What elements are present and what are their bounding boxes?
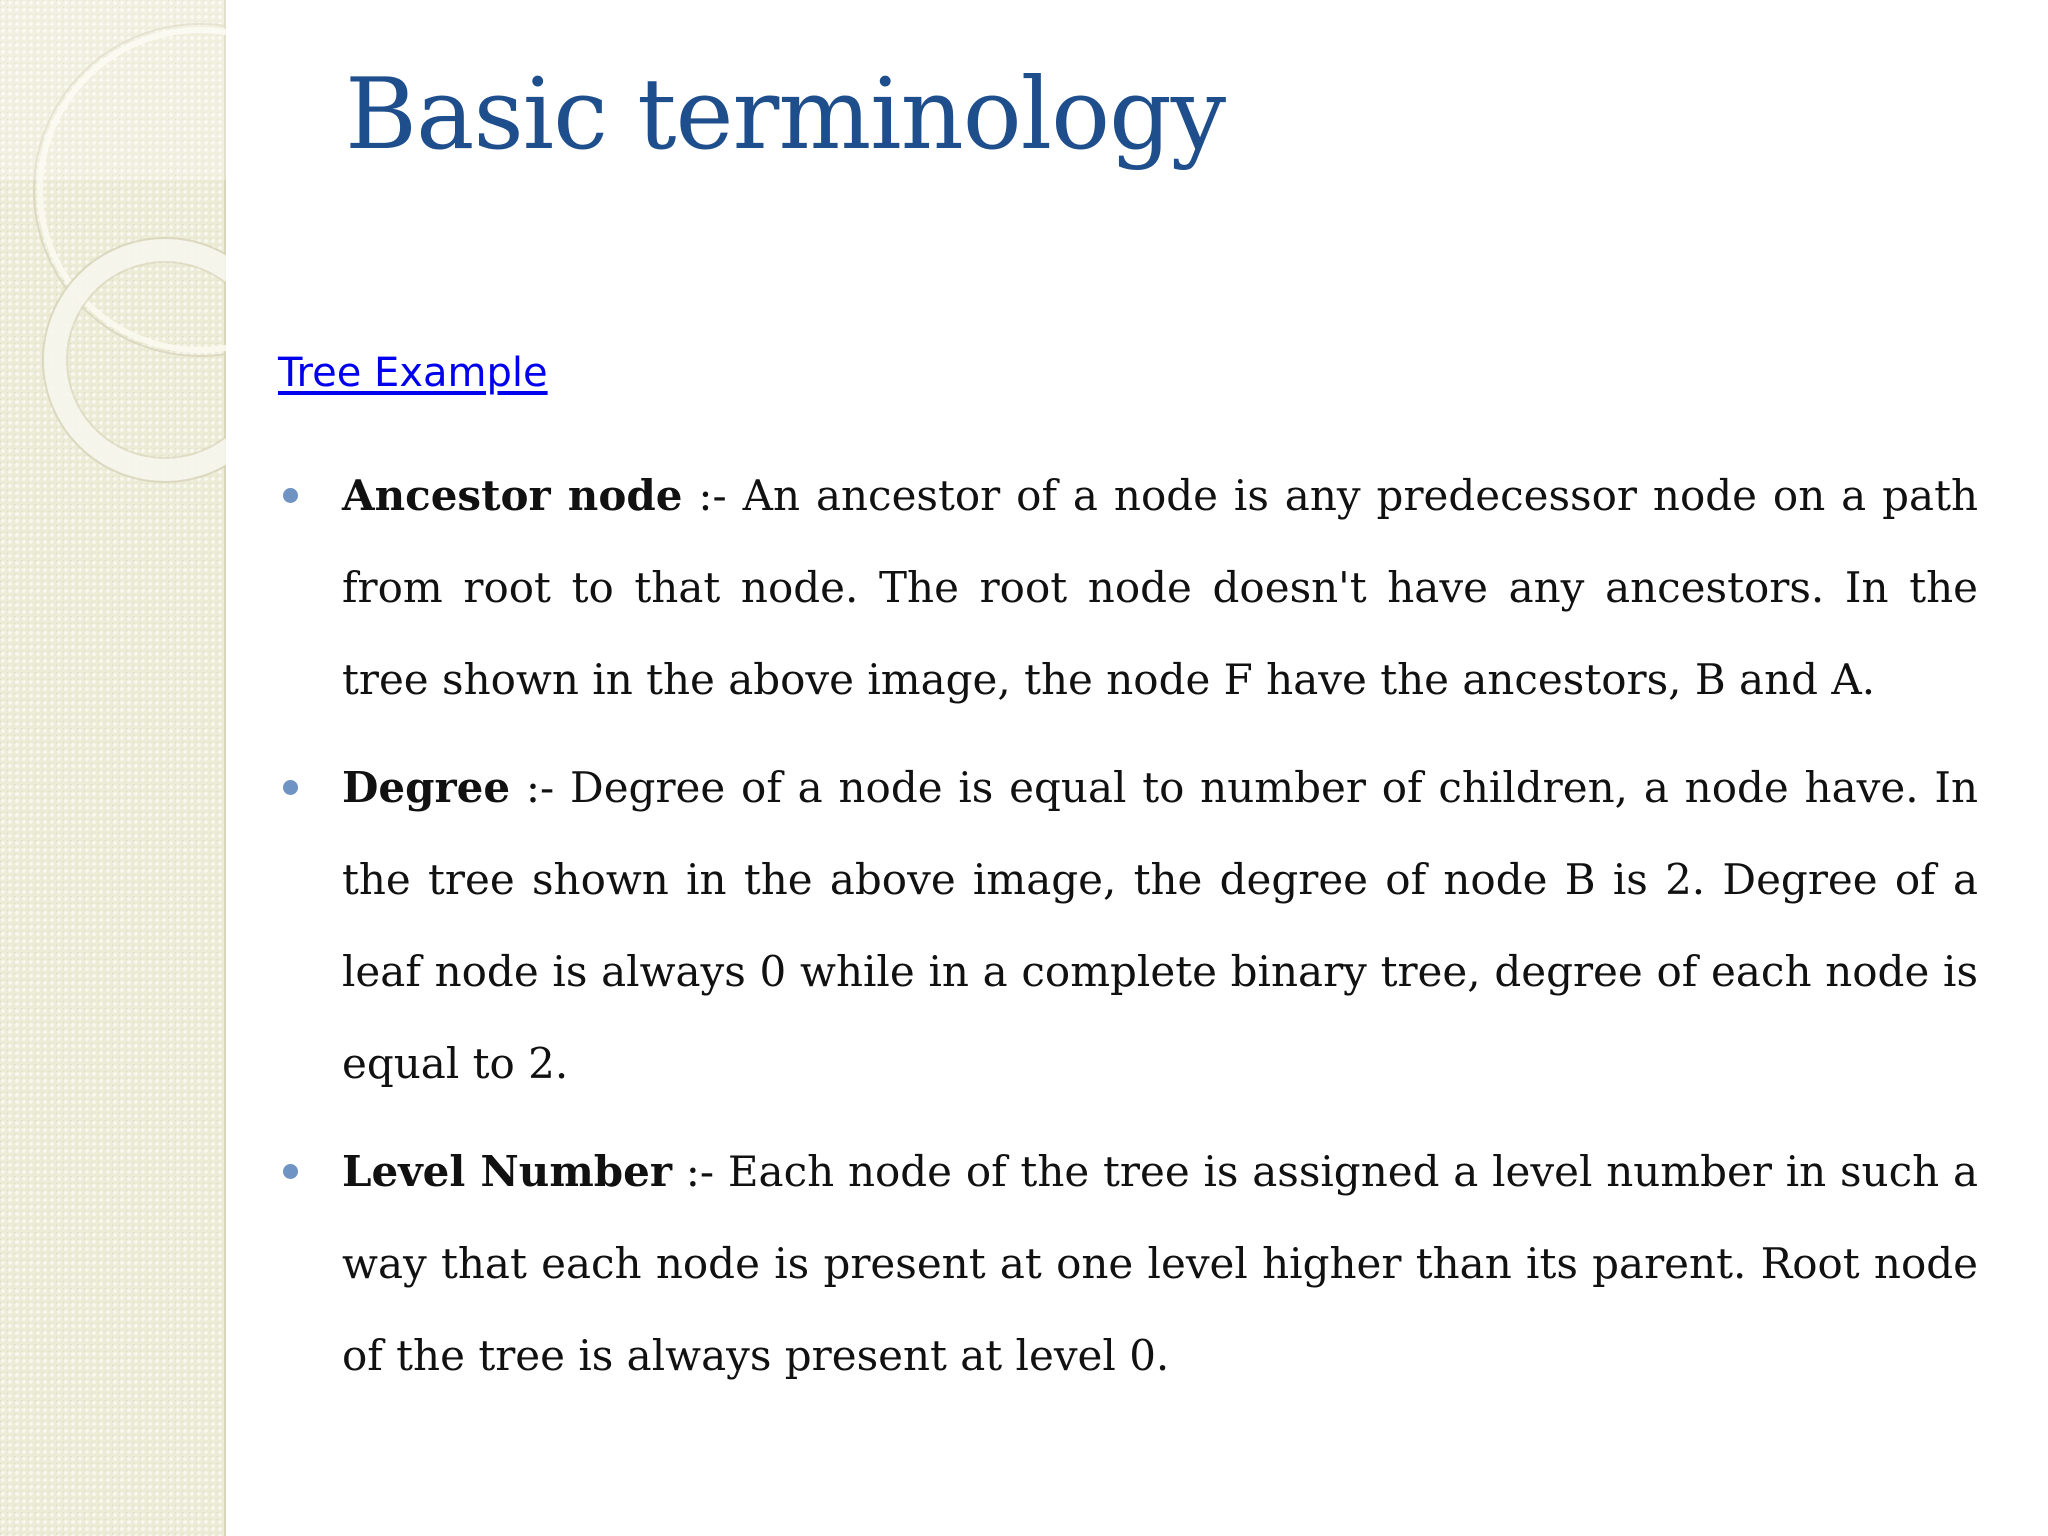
term-definition: :- An ancestor of a node is any predecessor node on a path from root to that node. The root node doesn't have any ancestors. In the tree shown in the above image, the node F have the ancestors, B and A. <box>342 471 1978 704</box>
term-definition: :- Degree of a node is equal to number of children, a node have. In the tree shown in the above image, the degree of node B is 2. Degree of a leaf node is always 0 while in a complete binary tree, degree of each node is equal to 2. <box>342 763 1978 1088</box>
terminology-list <box>278 450 1978 1418</box>
term-label: Degree <box>342 763 511 812</box>
slide-title: Basic terminology <box>345 58 1226 172</box>
list-item-ancestor-node <box>278 450 1978 726</box>
decorative-side-panel <box>0 0 226 1536</box>
term-label: Level Number <box>342 1147 672 1196</box>
term-definition: :- Each node of the tree is assigned a level number in such a way that each node is present at one level higher than its parent. Root node of the tree is always present at level 0. <box>342 1147 1978 1380</box>
list-item-degree <box>278 742 1978 1110</box>
decorative-rings-graphic <box>0 0 226 520</box>
bullet-icon <box>283 780 298 795</box>
bullet-icon <box>283 488 298 503</box>
term-label: Ancestor node <box>342 471 683 520</box>
bullet-icon <box>283 1164 298 1179</box>
tree-example-link[interactable]: Tree Example <box>278 350 548 396</box>
list-item-level-number <box>278 1126 1978 1402</box>
